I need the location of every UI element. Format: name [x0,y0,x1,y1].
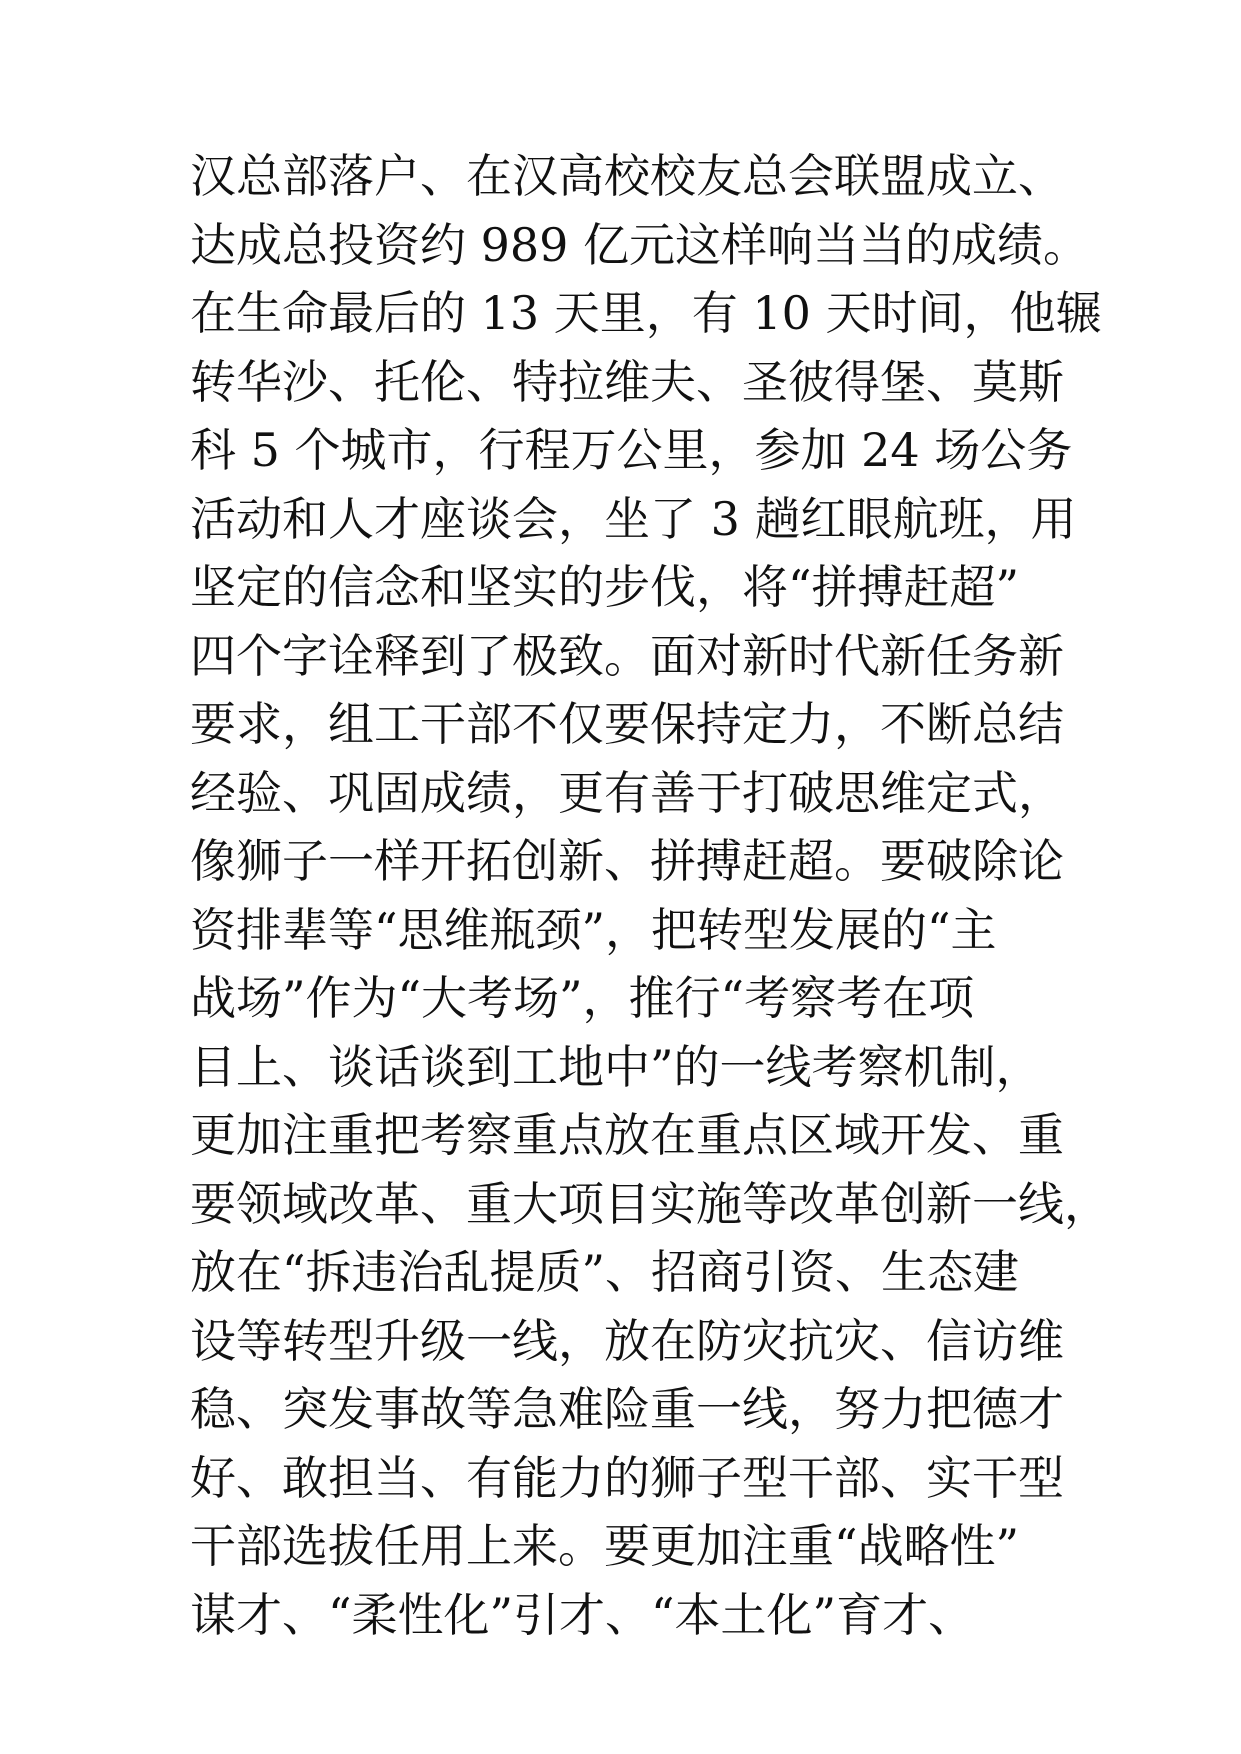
text-line: 要领域改革、重大项目实施等改革创新一线， [190,1176,1110,1231]
text-line: 在生命最后的 13 天里，有 10 天时间，他辗 [190,286,1102,340]
text-line: 活动和人才座谈会，坐了 3 趟红眼航班，用 [190,491,1077,546]
text-line: 资排辈等“思维瓶颈”，把转型发展的“主 [190,902,997,957]
text-line: 科 5 个城市，行程万公里，参加 24 场公务 [190,423,1073,477]
text-line: 更加注重把考察重点放在重点区域开发、重 [190,1108,1064,1162]
text-line: 经验、巩固成绩，更有善于打破思维定式， [190,765,1064,820]
text-line: 设等转型升级一线，放在防灾抗灾、信访维 [190,1313,1064,1368]
text-line: 像狮子一样开拓创新、拼搏赶超。要破除论 [190,834,1064,888]
text-line: 稳、突发事故等急难险重一线，努力把德才 [190,1382,1064,1436]
text-line: 四个字诠释到了极致。面对新时代新任务新 [190,628,1064,683]
body-text [190,142,1110,1649]
text-line: 谋才、“柔性化”引才、“本土化”育才、 [190,1587,975,1642]
text-line: 转华沙、托伦、特拉维夫、圣彼得堡、莫斯 [190,354,1064,409]
text-line: 放在“拆违治乱提质”、招商引资、生态建 [190,1245,1020,1299]
text-line: 达成总投资约 989 亿元这样响当当的成绩。 [190,217,1090,272]
text-line: 目上、谈话谈到工地中”的一线考察机制， [190,1039,1042,1094]
text-line: 汉总部落户、在汉高校校友总会联盟成立、 [190,149,1064,203]
text-line: 战场”作为“大考场”，推行“考察考在项 [190,971,975,1025]
text-line: 干部选拔任用上来。要更加注重“战略性” [190,1519,1020,1573]
text-line: 要求，组工干部不仅要保持定力，不断总结 [190,697,1064,751]
text-line: 好、敢担当、有能力的狮子型干部、实干型 [190,1450,1064,1505]
text-line: 坚定的信念和坚实的步伐，将“拼搏赶超” [190,560,1020,614]
